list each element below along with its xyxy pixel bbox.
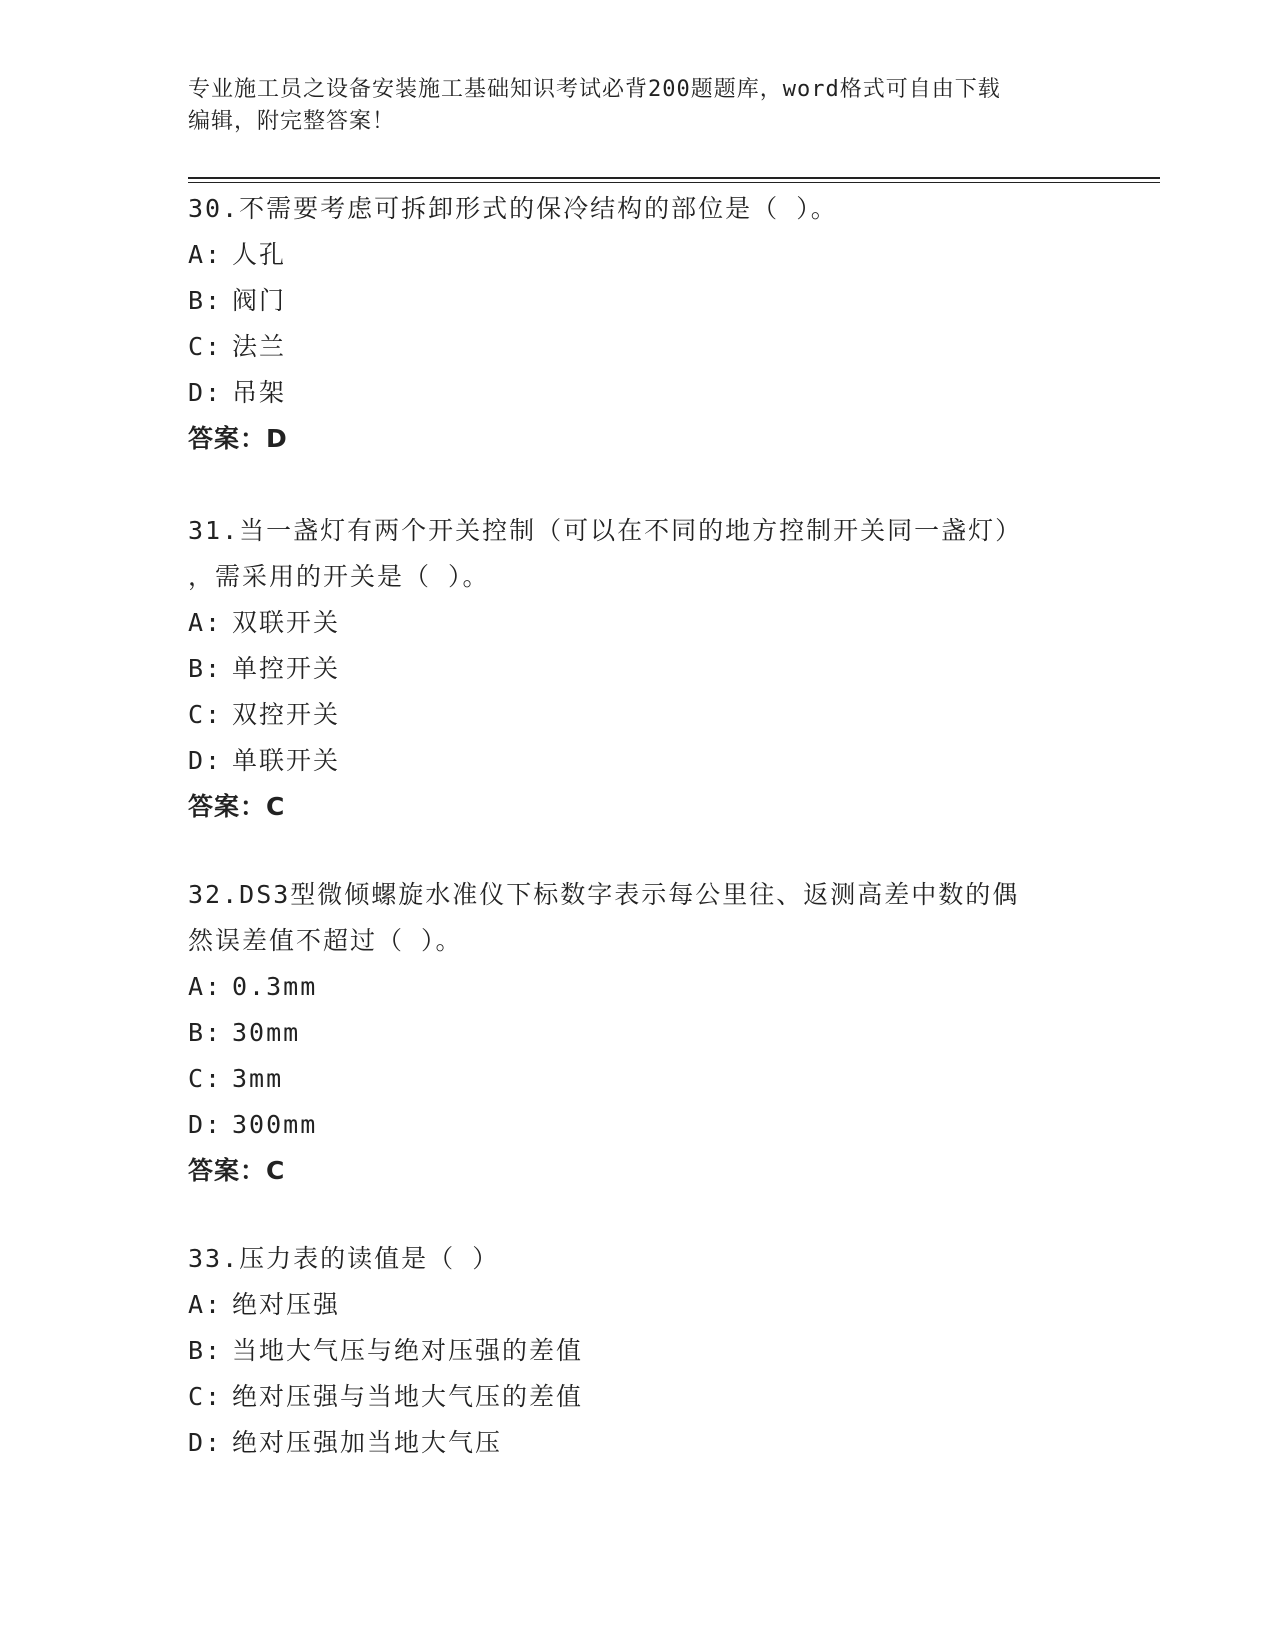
option-letter: B:	[188, 1018, 223, 1047]
option-a	[188, 964, 1088, 1010]
option-c	[188, 692, 1088, 738]
option-letter: C:	[188, 332, 223, 361]
answer: 答案：D	[188, 424, 288, 453]
option-letter: A:	[188, 972, 223, 1001]
option-c	[188, 324, 1088, 370]
option-text: 绝对压强加当地大气压	[232, 1428, 503, 1457]
document-header	[188, 74, 1068, 138]
question-31	[188, 508, 1088, 830]
option-letter: C:	[188, 1382, 223, 1411]
option-letter: D:	[188, 746, 223, 775]
question-stem-line-2: ，需采用的开关是（ ）。	[188, 562, 490, 591]
option-text: 双控开关	[232, 700, 341, 729]
question-33	[188, 1236, 1088, 1466]
header-divider-thick	[188, 177, 1160, 179]
option-a	[188, 1282, 1088, 1328]
header-line-1: 专业施工员之设备安装施工基础知识考试必背200题题库，word格式可自由下载	[188, 77, 1001, 102]
option-b	[188, 1328, 1088, 1374]
option-text: 法兰	[232, 332, 287, 361]
option-d	[188, 1420, 1088, 1466]
option-text: 0.3mm	[232, 972, 318, 1001]
option-text: 双联开关	[232, 608, 341, 637]
option-text: 绝对压强与当地大气压的差值	[232, 1382, 584, 1411]
option-letter: A:	[188, 608, 223, 637]
option-c	[188, 1056, 1088, 1102]
question-32	[188, 872, 1088, 1194]
option-text: 当地大气压与绝对压强的差值	[232, 1336, 584, 1365]
option-letter: C:	[188, 700, 223, 729]
option-b	[188, 1010, 1088, 1056]
option-text: 吊架	[232, 378, 287, 407]
option-a	[188, 600, 1088, 646]
option-d	[188, 1102, 1088, 1148]
option-letter: B:	[188, 654, 223, 683]
option-a	[188, 232, 1088, 278]
option-letter: D:	[188, 1110, 223, 1139]
option-text: 人孔	[232, 240, 287, 269]
answer: 答案：C	[188, 792, 286, 821]
question-stem: 30.不需要考虑可拆卸形式的保冷结构的部位是（ ）。	[188, 194, 838, 223]
option-c	[188, 1374, 1088, 1420]
question-stem: 33.压力表的读值是（ ）	[188, 1244, 500, 1273]
answer: 答案：C	[188, 1156, 286, 1185]
option-letter: A:	[188, 1290, 223, 1319]
option-text: 30mm	[232, 1018, 301, 1047]
option-letter: D:	[188, 378, 223, 407]
question-stem-line-1: 32.DS3型微倾螺旋水准仪下标数字表示每公里往、返测高差中数的偶	[188, 880, 1020, 909]
option-letter: A:	[188, 240, 223, 269]
option-text: 单控开关	[232, 654, 341, 683]
question-stem-line-2: 然误差值不超过（ ）。	[188, 926, 463, 955]
option-letter: B:	[188, 1336, 223, 1365]
option-letter: D:	[188, 1428, 223, 1457]
option-d	[188, 370, 1088, 416]
option-text: 300mm	[232, 1110, 318, 1139]
option-b	[188, 646, 1088, 692]
option-text: 阀门	[232, 286, 287, 315]
question-stem-line-1: 31.当一盏灯有两个开关控制（可以在不同的地方控制开关同一盏灯）	[188, 516, 1023, 545]
option-text: 单联开关	[232, 746, 341, 775]
header-line-2: 编辑，附完整答案！	[188, 109, 396, 134]
option-d	[188, 738, 1088, 784]
question-30	[188, 186, 1088, 462]
header-divider-thin	[188, 182, 1160, 183]
option-text: 绝对压强	[232, 1290, 341, 1319]
option-letter: B:	[188, 286, 223, 315]
option-text: 3mm	[232, 1064, 284, 1093]
option-letter: C:	[188, 1064, 223, 1093]
option-b	[188, 278, 1088, 324]
